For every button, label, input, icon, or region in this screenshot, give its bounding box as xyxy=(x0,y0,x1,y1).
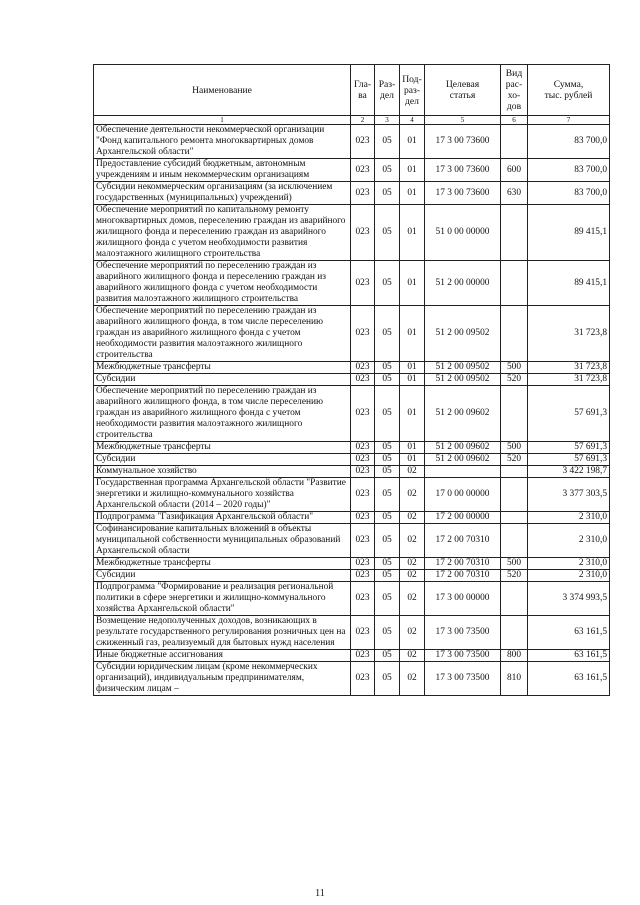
row-target-article-cell: 17 3 00 73500 xyxy=(425,662,501,696)
row-expense-type-cell xyxy=(501,386,528,442)
row-sum-cell: 89 415,1 xyxy=(528,205,610,261)
column-number: 5 xyxy=(425,116,501,125)
row-sum-cell: 31 723,8 xyxy=(528,306,610,362)
row-podrazdel-cell: 02 xyxy=(400,616,425,650)
row-sum-cell: 2 310,0 xyxy=(528,524,610,558)
row-expense-type-cell xyxy=(501,466,528,478)
row-razdel-cell: 05 xyxy=(375,306,400,362)
row-target-article-cell: 17 0 00 00000 xyxy=(425,478,501,512)
row-target-article-cell: 17 3 00 73600 xyxy=(425,125,501,159)
row-glava-cell: 023 xyxy=(351,182,375,205)
row-expense-type-cell: 520 xyxy=(501,570,528,582)
row-razdel-cell: 05 xyxy=(375,478,400,512)
row-target-article-cell: 51 2 00 00000 xyxy=(425,261,501,306)
row-sum-cell: 89 415,1 xyxy=(528,261,610,306)
row-name-cell: Софинансирование капитальных вложений в объекты муниципальной собственности муниципальных образований Архангельской области xyxy=(94,524,351,558)
row-podrazdel-cell: 01 xyxy=(400,306,425,362)
row-sum-cell: 2 310,0 xyxy=(528,512,610,524)
row-glava-cell: 023 xyxy=(351,261,375,306)
row-name-cell: Обеспечение мероприятий по переселению граждан из аварийного жилищного фонда, в том числе переселению граждан из аварийного жилищного фонда с учетом необходимости развития малоэтажного жилищного строительства xyxy=(94,386,351,442)
table-row xyxy=(94,524,610,558)
row-sum-cell: 83 700,0 xyxy=(528,159,610,182)
header-razdel: Раз- дел xyxy=(375,65,400,116)
row-razdel-cell: 05 xyxy=(375,125,400,159)
row-expense-type-cell: 500 xyxy=(501,442,528,454)
budget-table xyxy=(93,64,610,696)
row-podrazdel-cell: 02 xyxy=(400,466,425,478)
table-row xyxy=(94,205,610,261)
row-podrazdel-cell: 01 xyxy=(400,442,425,454)
row-target-article-cell: 17 3 00 00000 xyxy=(425,582,501,616)
table-row xyxy=(94,512,610,524)
row-razdel-cell: 05 xyxy=(375,650,400,662)
row-podrazdel-cell: 02 xyxy=(400,582,425,616)
row-podrazdel-cell: 02 xyxy=(400,512,425,524)
row-name-cell: Обеспечение деятельности некоммерческой организации "Фонд капитального ремонта многоквартирных домов Архангельской области" xyxy=(94,125,351,159)
table-row xyxy=(94,616,610,650)
row-expense-type-cell xyxy=(501,205,528,261)
row-target-article-cell: 51 2 00 09602 xyxy=(425,442,501,454)
row-expense-type-cell: 500 xyxy=(501,362,528,374)
page-number: 11 xyxy=(315,888,325,899)
row-razdel-cell: 05 xyxy=(375,182,400,205)
row-glava-cell: 023 xyxy=(351,442,375,454)
row-sum-cell: 63 161,5 xyxy=(528,662,610,696)
row-expense-type-cell xyxy=(501,616,528,650)
table-row xyxy=(94,570,610,582)
row-expense-type-cell: 800 xyxy=(501,650,528,662)
row-sum-cell: 63 161,5 xyxy=(528,650,610,662)
column-number: 1 xyxy=(94,116,351,125)
header-name: Наименование xyxy=(94,65,351,116)
header-row xyxy=(94,65,610,116)
table-body xyxy=(94,125,610,696)
row-name-cell: Субсидии xyxy=(94,570,351,582)
row-podrazdel-cell: 02 xyxy=(400,478,425,512)
row-razdel-cell: 05 xyxy=(375,159,400,182)
table-row xyxy=(94,650,610,662)
row-name-cell: Возмещение недополученных доходов, возникающих в результате государственного регулирования розничных цен на сжиженный газ, реализуемый для бытовых нужд населения xyxy=(94,616,351,650)
row-target-article-cell: 51 2 00 09502 xyxy=(425,374,501,386)
row-expense-type-cell xyxy=(501,261,528,306)
row-razdel-cell: 05 xyxy=(375,512,400,524)
table-row xyxy=(94,306,610,362)
row-glava-cell: 023 xyxy=(351,570,375,582)
row-target-article-cell: 51 2 00 09502 xyxy=(425,362,501,374)
table-row xyxy=(94,442,610,454)
row-name-cell: Субсидии некоммерческим организациям (за исключением государственных (муниципальных) учреждений) xyxy=(94,182,351,205)
row-target-article-cell: 17 2 00 00000 xyxy=(425,512,501,524)
row-sum-cell: 31 723,8 xyxy=(528,374,610,386)
table-row xyxy=(94,454,610,466)
row-razdel-cell: 05 xyxy=(375,570,400,582)
budget-page xyxy=(93,64,609,696)
row-target-article-cell: 17 3 00 73600 xyxy=(425,182,501,205)
table-row xyxy=(94,125,610,159)
row-podrazdel-cell: 01 xyxy=(400,362,425,374)
column-number: 2 xyxy=(351,116,375,125)
table-row xyxy=(94,362,610,374)
row-target-article-cell: 17 3 00 73500 xyxy=(425,650,501,662)
row-name-cell: Межбюджетные трансферты xyxy=(94,442,351,454)
table-row xyxy=(94,159,610,182)
header-podrazdel: Под- раз- дел xyxy=(400,65,425,116)
row-sum-cell: 83 700,0 xyxy=(528,182,610,205)
row-razdel-cell: 05 xyxy=(375,524,400,558)
column-number: 3 xyxy=(375,116,400,125)
row-expense-type-cell: 520 xyxy=(501,454,528,466)
row-glava-cell: 023 xyxy=(351,205,375,261)
table-row xyxy=(94,478,610,512)
row-razdel-cell: 05 xyxy=(375,454,400,466)
row-target-article-cell: 17 2 00 70310 xyxy=(425,558,501,570)
row-target-article-cell: 17 2 00 70310 xyxy=(425,524,501,558)
table-row xyxy=(94,182,610,205)
row-sum-cell: 3 377 303,5 xyxy=(528,478,610,512)
row-sum-cell: 57 691,3 xyxy=(528,454,610,466)
row-glava-cell: 023 xyxy=(351,662,375,696)
row-podrazdel-cell: 01 xyxy=(400,205,425,261)
row-name-cell: Субсидии xyxy=(94,374,351,386)
table-row xyxy=(94,582,610,616)
row-glava-cell: 023 xyxy=(351,524,375,558)
row-name-cell: Субсидии xyxy=(94,454,351,466)
row-target-article-cell: 51 0 00 00000 xyxy=(425,205,501,261)
row-sum-cell: 2 310,0 xyxy=(528,570,610,582)
row-razdel-cell: 05 xyxy=(375,362,400,374)
row-razdel-cell: 05 xyxy=(375,374,400,386)
row-name-cell: Государственная программа Архангельской области "Развитие энергетики и жилищно-коммунального хозяйства Архангельской области (2014 – 2020 годы)" xyxy=(94,478,351,512)
row-glava-cell: 023 xyxy=(351,386,375,442)
row-name-cell: Межбюджетные трансферты xyxy=(94,362,351,374)
row-glava-cell: 023 xyxy=(351,374,375,386)
row-sum-cell: 83 700,0 xyxy=(528,125,610,159)
row-name-cell: Подпрограмма "Газификация Архангельской области" xyxy=(94,512,351,524)
row-razdel-cell: 05 xyxy=(375,466,400,478)
row-glava-cell: 023 xyxy=(351,159,375,182)
table-row xyxy=(94,466,610,478)
row-expense-type-cell xyxy=(501,512,528,524)
row-podrazdel-cell: 01 xyxy=(400,374,425,386)
row-name-cell: Подпрограмма "Формирование и реализация региональной политики в сфере энергетики и жилищно-коммунального хозяйства Архангельской области" xyxy=(94,582,351,616)
table-row xyxy=(94,386,610,442)
row-razdel-cell: 05 xyxy=(375,616,400,650)
row-name-cell: Коммунальное хозяйство xyxy=(94,466,351,478)
row-glava-cell: 023 xyxy=(351,478,375,512)
row-expense-type-cell xyxy=(501,524,528,558)
row-podrazdel-cell: 01 xyxy=(400,182,425,205)
row-podrazdel-cell: 02 xyxy=(400,650,425,662)
table-row xyxy=(94,374,610,386)
row-glava-cell: 023 xyxy=(351,454,375,466)
row-target-article-cell xyxy=(425,466,501,478)
row-glava-cell: 023 xyxy=(351,616,375,650)
row-name-cell: Субсидии юридическим лицам (кроме некоммерческих организаций), индивидуальным предпринимателям, физическим лицам – xyxy=(94,662,351,696)
row-expense-type-cell: 600 xyxy=(501,159,528,182)
row-razdel-cell: 05 xyxy=(375,662,400,696)
row-sum-cell: 2 310,0 xyxy=(528,558,610,570)
header-glava: Гла- ва xyxy=(351,65,375,116)
row-glava-cell: 023 xyxy=(351,125,375,159)
row-podrazdel-cell: 01 xyxy=(400,261,425,306)
row-expense-type-cell xyxy=(501,478,528,512)
row-glava-cell: 023 xyxy=(351,582,375,616)
row-sum-cell: 31 723,8 xyxy=(528,362,610,374)
row-name-cell: Иные бюджетные ассигнования xyxy=(94,650,351,662)
row-glava-cell: 023 xyxy=(351,362,375,374)
row-name-cell: Предоставление субсидий бюджетным, автономным учреждениям и иным некоммерческим организациям xyxy=(94,159,351,182)
row-podrazdel-cell: 01 xyxy=(400,386,425,442)
row-glava-cell: 023 xyxy=(351,558,375,570)
row-expense-type-cell xyxy=(501,582,528,616)
row-glava-cell: 023 xyxy=(351,650,375,662)
row-razdel-cell: 05 xyxy=(375,558,400,570)
row-expense-type-cell: 630 xyxy=(501,182,528,205)
row-name-cell: Обеспечение мероприятий по переселению граждан из аварийного жилищного фонда и переселению граждан из аварийного жилищного фонда с учетом необходимости развития малоэтажного жилищного строительства xyxy=(94,261,351,306)
row-sum-cell: 63 161,5 xyxy=(528,616,610,650)
row-podrazdel-cell: 01 xyxy=(400,454,425,466)
row-razdel-cell: 05 xyxy=(375,261,400,306)
column-number: 6 xyxy=(501,116,528,125)
row-expense-type-cell: 500 xyxy=(501,558,528,570)
row-target-article-cell: 17 2 00 70310 xyxy=(425,570,501,582)
row-podrazdel-cell: 02 xyxy=(400,662,425,696)
row-target-article-cell: 51 2 00 09602 xyxy=(425,386,501,442)
column-number: 4 xyxy=(400,116,425,125)
header-sum: Сумма, тыс. рублей xyxy=(528,65,610,116)
row-glava-cell: 023 xyxy=(351,306,375,362)
row-podrazdel-cell: 01 xyxy=(400,159,425,182)
row-razdel-cell: 05 xyxy=(375,442,400,454)
table-row xyxy=(94,261,610,306)
table-row xyxy=(94,662,610,696)
row-name-cell: Обеспечение мероприятий по капитальному ремонту многоквартирных домов, переселению граждан из аварийного жилищного фонда и переселению граждан из аварийного жилищного фонда с учетом необходимости развития малоэтажного жилищного строительства xyxy=(94,205,351,261)
row-podrazdel-cell: 02 xyxy=(400,524,425,558)
header-expense-type: Вид рас- хо- дов xyxy=(501,65,528,116)
table-row xyxy=(94,558,610,570)
row-expense-type-cell xyxy=(501,125,528,159)
row-podrazdel-cell: 02 xyxy=(400,558,425,570)
row-sum-cell: 57 691,3 xyxy=(528,386,610,442)
row-podrazdel-cell: 02 xyxy=(400,570,425,582)
header-target-article: Целевая статья xyxy=(425,65,501,116)
row-sum-cell: 57 691,3 xyxy=(528,442,610,454)
row-expense-type-cell: 520 xyxy=(501,374,528,386)
row-target-article-cell: 51 2 00 09502 xyxy=(425,306,501,362)
row-expense-type-cell xyxy=(501,306,528,362)
row-target-article-cell: 17 3 00 73500 xyxy=(425,616,501,650)
row-target-article-cell: 17 3 00 73600 xyxy=(425,159,501,182)
row-glava-cell: 023 xyxy=(351,466,375,478)
row-name-cell: Обеспечение мероприятий по переселению граждан из аварийного жилищного фонда, в том числе переселению граждан из аварийного жилищного фонда с учетом необходимости развития малоэтажного жилищного строительства xyxy=(94,306,351,362)
row-target-article-cell: 51 2 00 09602 xyxy=(425,454,501,466)
column-number-row xyxy=(94,116,610,125)
row-name-cell: Межбюджетные трансферты xyxy=(94,558,351,570)
row-razdel-cell: 05 xyxy=(375,386,400,442)
row-razdel-cell: 05 xyxy=(375,582,400,616)
row-sum-cell: 3 422 198,7 xyxy=(528,466,610,478)
row-sum-cell: 3 374 993,5 xyxy=(528,582,610,616)
row-razdel-cell: 05 xyxy=(375,205,400,261)
row-glava-cell: 023 xyxy=(351,512,375,524)
row-expense-type-cell: 810 xyxy=(501,662,528,696)
row-podrazdel-cell: 01 xyxy=(400,125,425,159)
column-number: 7 xyxy=(528,116,610,125)
